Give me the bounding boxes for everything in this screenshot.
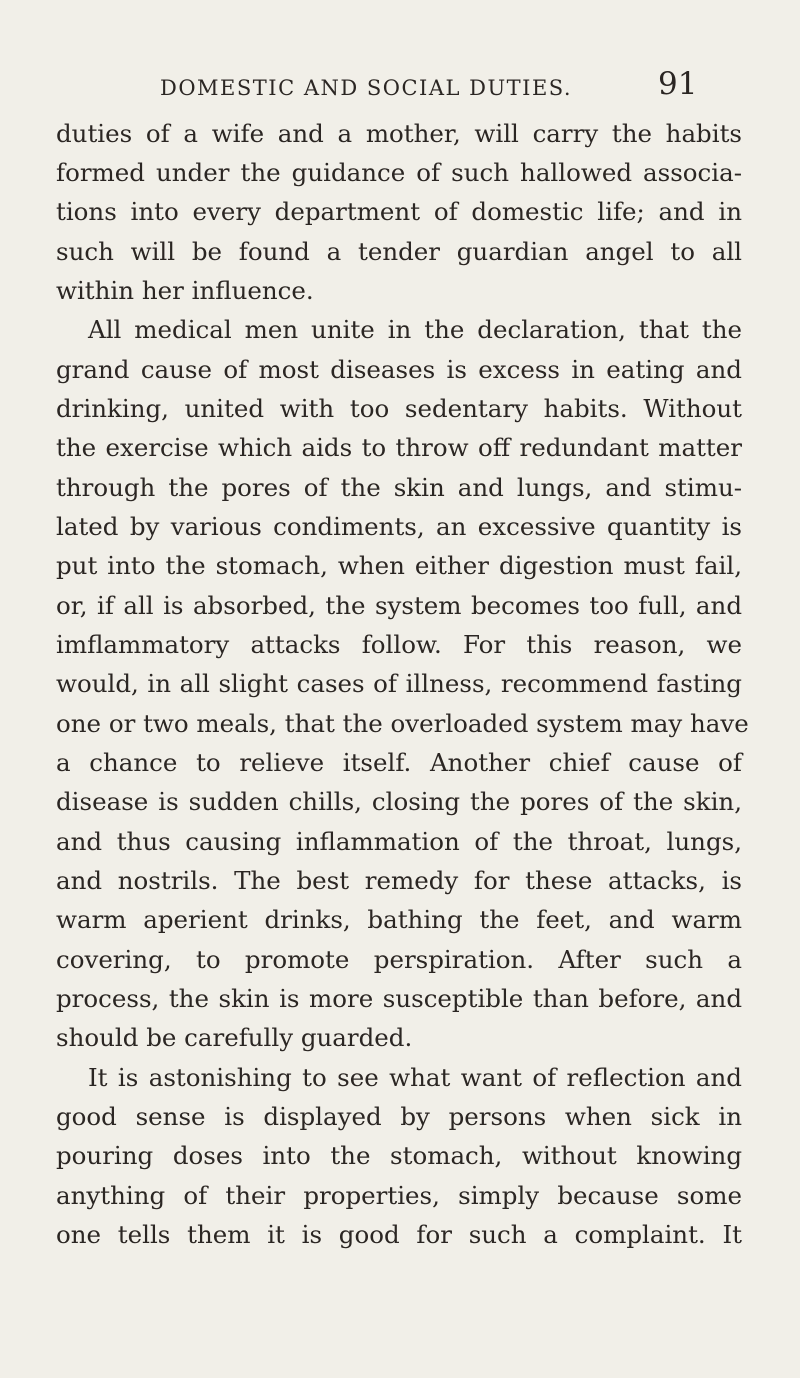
text-line: It is astonishing to see what want of reflection and: [88, 1063, 742, 1092]
text-line: a chance to relieve itself. Another chief cause of: [56, 748, 742, 777]
text-line: tions into every department of domestic life; and in: [56, 197, 742, 226]
text-line: imflammatory attacks follow. For this reason, we: [56, 630, 742, 659]
text-line: and nostrils. The best remedy for these attacks, is: [56, 866, 742, 895]
text-line: within her influence.: [56, 276, 314, 305]
text-line: anything of their properties, simply because some: [56, 1181, 742, 1210]
text-line: one tells them it is good for such a complaint. It: [56, 1220, 742, 1249]
text-line: and thus causing inflammation of the throat, lungs,: [56, 827, 742, 856]
text-line: put into the stomach, when either digestion must fail,: [56, 551, 742, 580]
page-number: 91: [658, 66, 698, 102]
text-line: covering, to promote perspiration. After such a: [56, 945, 742, 974]
text-line: the exercise which aids to throw off redundant matter: [56, 433, 742, 462]
text-line: one or two meals, that the overloaded system may have: [56, 709, 749, 738]
text-line: grand cause of most diseases is excess in eating and: [56, 355, 742, 384]
text-line: warm aperient drinks, bathing the feet, and warm: [56, 905, 742, 934]
text-line: would, in all slight cases of illness, recommend fasting: [56, 669, 742, 698]
text-line: formed under the guidance of such hallowed associa-: [56, 158, 742, 187]
text-line: good sense is displayed by persons when sick in: [56, 1102, 742, 1131]
text-line: lated by various condiments, an excessive quantity is: [56, 512, 742, 541]
running-head: DOMESTIC AND SOCIAL DUTIES.: [160, 76, 573, 100]
text-line: All medical men unite in the declaration, that the: [88, 315, 742, 344]
text-line: or, if all is absorbed, the system becomes too full, and: [56, 591, 742, 620]
text-line: through the pores of the skin and lungs, and stimu-: [56, 473, 742, 502]
text-line: such will be found a tender guardian angel to all: [56, 237, 742, 266]
text-line: pouring doses into the stomach, without knowing: [56, 1141, 742, 1170]
text-line: should be carefully guarded.: [56, 1023, 413, 1052]
text-line: process, the skin is more susceptible than before, and: [56, 984, 742, 1013]
text-line: duties of a wife and a mother, will carry the habits: [56, 119, 742, 148]
text-line: drinking, united with too sedentary habits. Without: [56, 394, 742, 423]
text-line: disease is sudden chills, closing the pores of the skin,: [56, 787, 742, 816]
